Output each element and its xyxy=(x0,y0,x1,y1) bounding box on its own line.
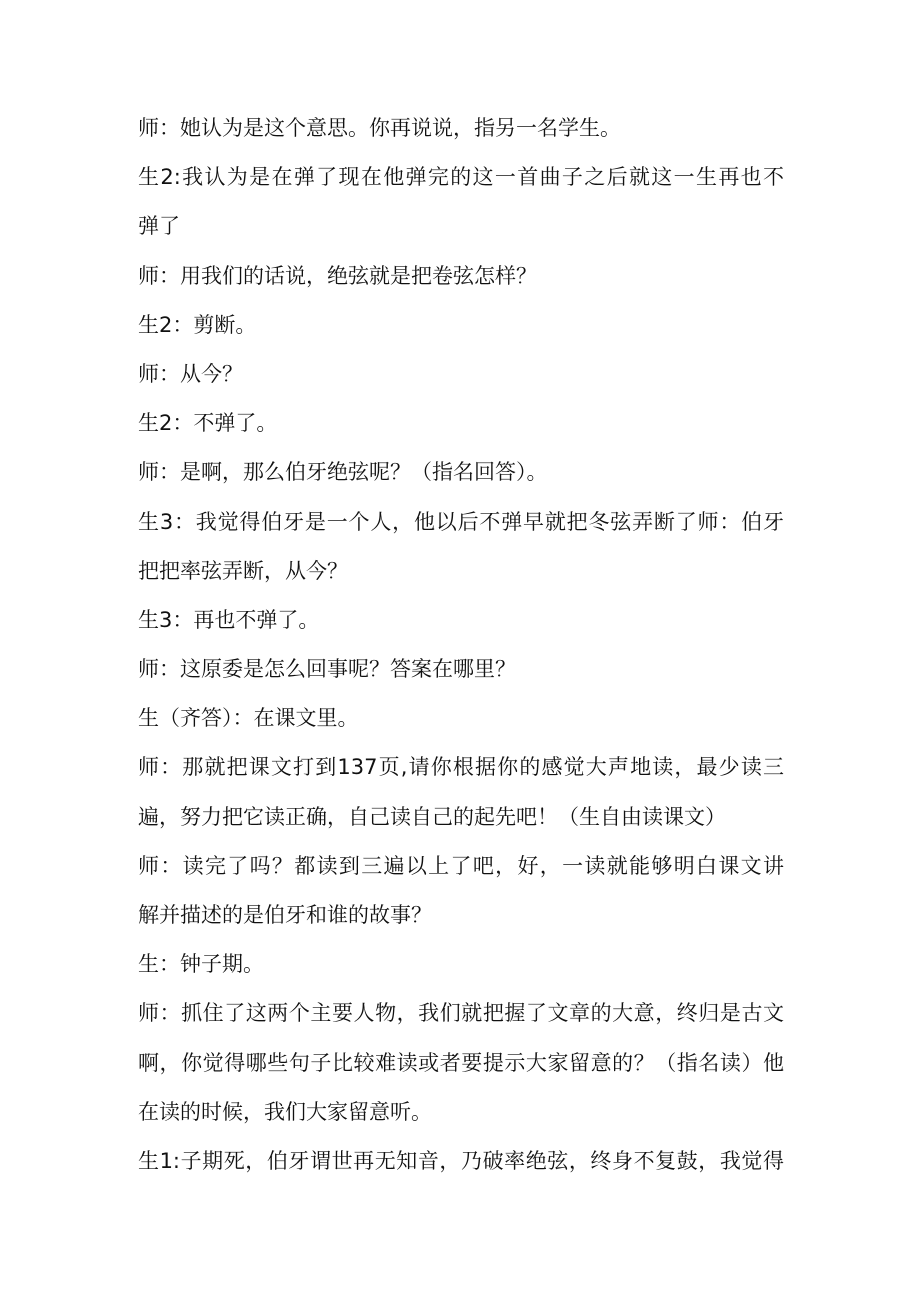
dialogue-paragraph xyxy=(138,747,784,845)
dialogue-paragraph xyxy=(138,354,784,403)
text-line: 师：是啊，那么伯牙绝弦呢？（指名回答）。 xyxy=(138,460,548,485)
dialogue-paragraph xyxy=(138,157,784,255)
text-line: 生3：再也不弹了。 xyxy=(138,607,320,632)
text-line: 师：她认为是这个意思。你再说说，指另一名学生。 xyxy=(138,116,621,140)
text-line: 遍，努力把它读正确，自己读自己的起先吧！（生自由读课文） xyxy=(138,804,726,829)
document-page xyxy=(138,108,784,1190)
text-line: 生（齐答）：在课文里。 xyxy=(138,706,359,731)
dialogue-paragraph xyxy=(138,944,784,993)
dialogue-paragraph xyxy=(138,452,784,501)
text-line: 生2：剪断。 xyxy=(138,312,257,337)
text-line: 啊，你觉得哪些句子比较难读或者要提示大家留意的？（指名读）他 xyxy=(138,1050,784,1075)
text-line: 生1:子期死，伯牙谓世再无知音，乃破率绝弦，终身不复鼓，我觉得 xyxy=(138,1148,784,1173)
dialogue-paragraph xyxy=(138,502,784,600)
dialogue-paragraph xyxy=(138,1141,784,1190)
text-line: 生：钟子期。 xyxy=(138,952,264,977)
text-line: 师：抓住了这两个主要人物，我们就把握了文章的大意，终归是古文 xyxy=(138,1001,784,1026)
text-line: 师：那就把课文打到137页,请你根据你的感觉大声地读，最少读三 xyxy=(138,755,784,780)
text-line: 生2：不弹了。 xyxy=(138,411,278,436)
text-line: 师：读完了吗？都读到三遍以上了吧，好，一读就能够明白课文讲 xyxy=(138,853,784,878)
dialogue-paragraph xyxy=(138,108,784,157)
text-line: 师：从今？ xyxy=(138,361,243,386)
dialogue-paragraph xyxy=(138,993,784,1141)
text-line: 弹了 xyxy=(138,214,180,239)
text-line: 生2:我认为是在弹了现在他弹完的这一首曲子之后就这一生再也不 xyxy=(138,165,784,190)
text-line: 师：这原委是怎么回事呢？答案在哪里？ xyxy=(138,657,516,682)
text-line: 解并描述的是伯牙和谁的故事？ xyxy=(138,903,432,927)
dialogue-paragraph xyxy=(138,649,784,698)
text-line: 师：用我们的话说，绝弦就是把卷弦怎样？ xyxy=(138,263,537,288)
text-line: 把把率弦弄断，从今？ xyxy=(138,558,348,583)
dialogue-paragraph xyxy=(138,403,784,452)
dialogue-paragraph xyxy=(138,305,784,354)
text-line: 在读的时候，我们大家留意听。 xyxy=(138,1099,432,1124)
dialogue-paragraph xyxy=(138,698,784,747)
dialogue-paragraph xyxy=(138,256,784,305)
dialogue-paragraph xyxy=(138,846,784,944)
text-line: 生3：我觉得伯牙是一个人，他以后不弹早就把冬弦弄断了师：伯牙 xyxy=(138,509,784,534)
dialogue-paragraph xyxy=(138,600,784,649)
